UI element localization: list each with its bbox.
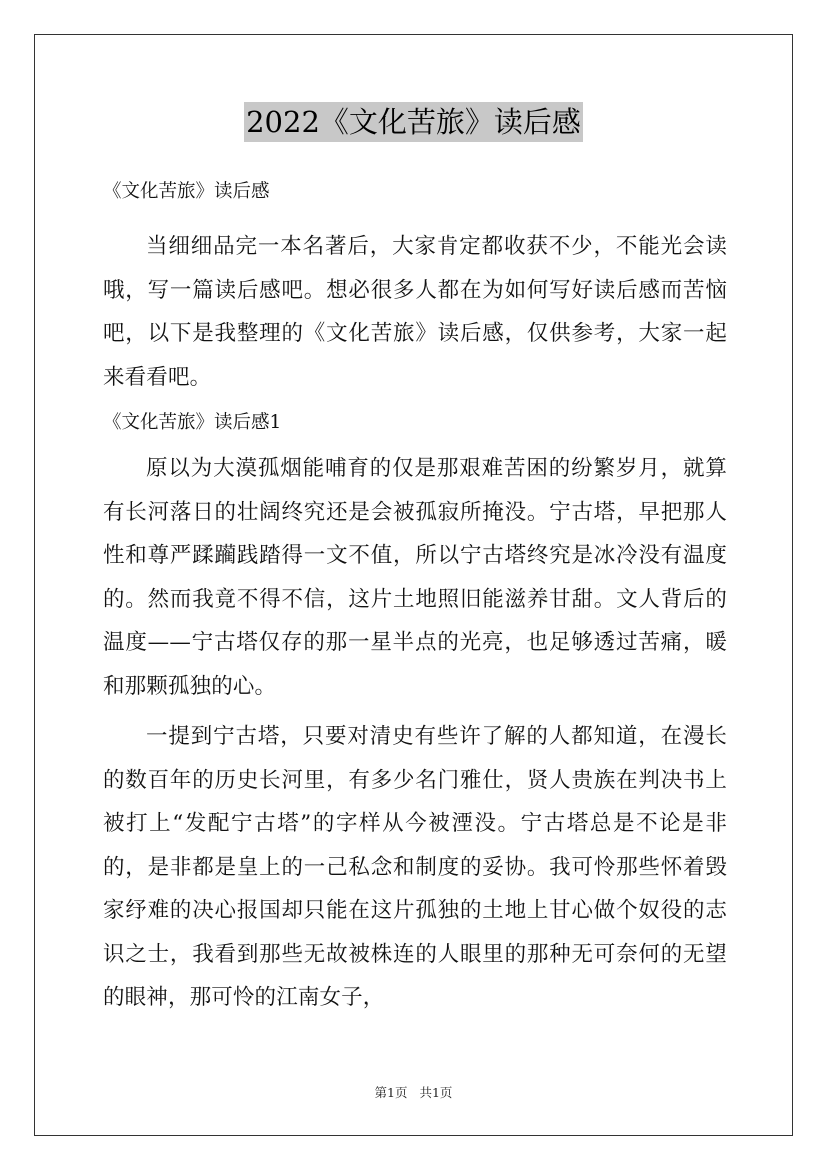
intro-paragraph: 当细细品完一本名著后，大家肯定都收获不少，不能光会读哦，写一篇读后感吧。想必很多人都在为如何写好读后感而苦恼吧，以下是我整理的《文化苦旅》读后感，仅供参考，大家一起来看看吧。 — [103, 234, 727, 390]
body-paragraph: 原以为大漠孤烟能哺育的仅是那艰难苦困的纷繁岁月，就算有长河落日的壮阔终究还是会被孤寂所掩没。宁古塔，早把那人性和尊严蹂躏践踏得一文不值，所以宁古塔终究是冰冷没有温度的。然而我竟不得不信，这片土地照旧能滋养甘甜。文人背后的温度——宁古塔仅存的那一星半点的光亮，也足够透过苦痛，暖和那颗孤独的心。 — [103, 456, 727, 699]
subheading: 《文化苦旅》读后感 — [103, 181, 270, 202]
page-number-total: 共1页 — [419, 1085, 453, 1100]
page-number-current: 第1页 — [374, 1085, 408, 1100]
title-container — [0, 102, 827, 142]
page-footer — [0, 1083, 827, 1101]
document-title: 2022《文化苦旅》读后感 — [244, 102, 583, 142]
body-paragraph: 一提到宁古塔，只要对清史有些许了解的人都知道，在漫长的数百年的历史长河里，有多少名门雅仕，贤人贵族在判决书上被打上“发配宁古塔”的字样从今被湮没。宁古塔总是不论是非的，是非都是皇上的一己私念和制度的妥协。我可怜那些怀着毁家纾难的决心报国却只能在这片孤独的土地上甘心做个奴役的志识之士，我看到那些无故被株连的人眼里的那种无可奈何的无望的眼神，那可怜的江南女子， — [103, 724, 727, 1010]
section-heading: 《文化苦旅》读后感1 — [103, 412, 282, 433]
document-body — [103, 174, 727, 1020]
